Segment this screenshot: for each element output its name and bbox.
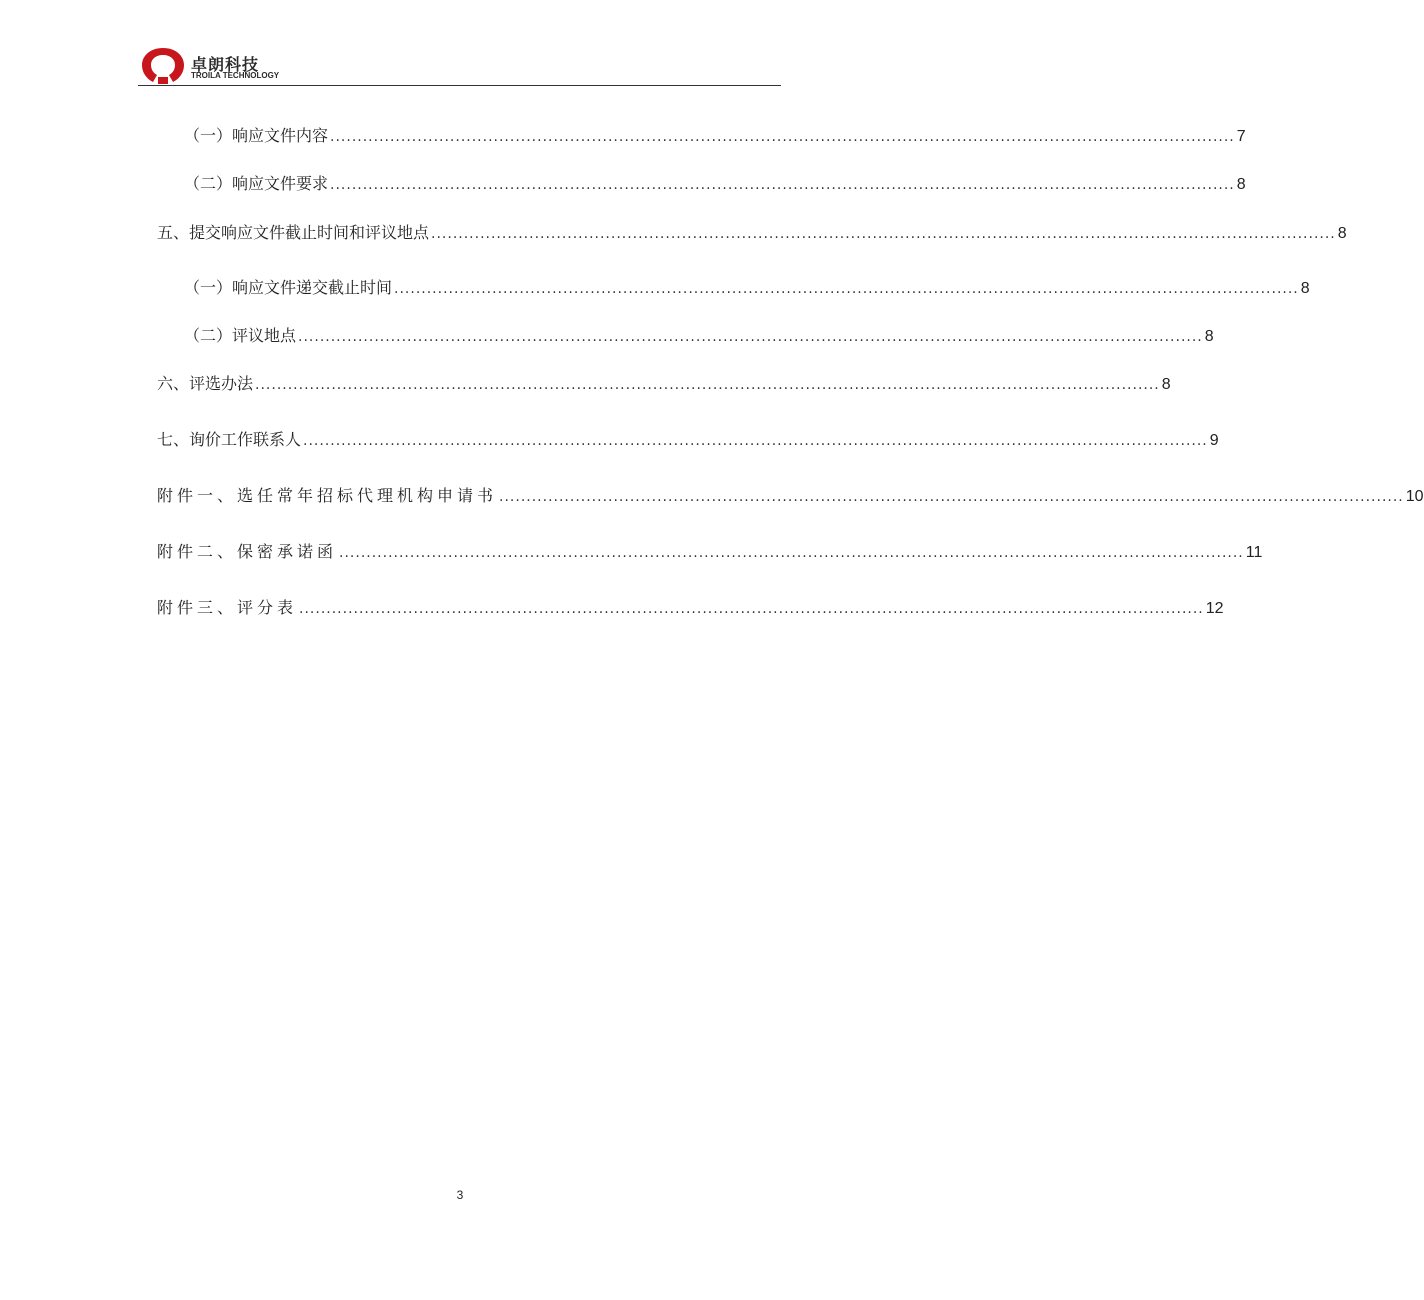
toc-entry-page: 8 xyxy=(1337,225,1347,242)
toc-entry-title: （一）响应文件递交截止时间 xyxy=(184,278,393,297)
toc-leader-dots: ...................................................................................................................................................................... xyxy=(299,601,1204,617)
toc-entry-title: （二）评议地点 xyxy=(184,326,297,345)
toc-entry[interactable] xyxy=(157,540,1263,564)
toc-leader-dots: ...................................................................................................................................................................... xyxy=(255,377,1160,393)
toc-entry-page: 11 xyxy=(1245,544,1263,561)
toc-leader-dots: ...................................................................................................................................................................... xyxy=(499,489,1404,505)
toc-entry-title: （一）响应文件内容 xyxy=(184,126,329,145)
logo-chinese-text: 卓朗科技 xyxy=(191,55,260,74)
toc-leader-dots: ...................................................................................................................................................................... xyxy=(303,433,1208,449)
toc-leader-dots: ...................................................................................................................................................................... xyxy=(431,226,1336,242)
toc-leader-dots: ...................................................................................................................................................................... xyxy=(298,329,1203,345)
toc-leader-dots: ...................................................................................................................................................................... xyxy=(330,129,1235,145)
toc-entry-page: 7 xyxy=(1236,128,1246,145)
logo-english-text: TROILA TECHNOLOGY xyxy=(191,71,280,80)
toc-entry-title: 五、提交响应文件截止时间和评议地点 xyxy=(157,223,430,242)
toc-entry-title: 附件三、评分表 xyxy=(157,598,298,617)
toc-entry[interactable] xyxy=(157,484,1424,508)
toc-entry-page: 8 xyxy=(1300,280,1310,297)
toc-entry-title: （二）响应文件要求 xyxy=(184,174,329,193)
toc-entry-title: 六、评选办法 xyxy=(157,374,254,393)
toc-entry-page: 10 xyxy=(1405,488,1424,505)
troila-logo-icon xyxy=(140,47,186,85)
toc-leader-dots: ...................................................................................................................................................................... xyxy=(394,281,1299,297)
toc-entry[interactable] xyxy=(157,428,1219,452)
toc-entry[interactable] xyxy=(184,276,1310,300)
toc-entry[interactable] xyxy=(157,596,1224,620)
toc-entry-page: 12 xyxy=(1205,600,1224,617)
toc-leader-dots: ...................................................................................................................................................................... xyxy=(330,177,1235,193)
toc-entry-page: 8 xyxy=(1204,328,1214,345)
toc-entry-page: 9 xyxy=(1209,432,1219,449)
toc-entry-page: 8 xyxy=(1161,376,1171,393)
toc-entry[interactable] xyxy=(157,221,1347,245)
toc-leader-dots: ...................................................................................................................................................................... xyxy=(339,545,1244,561)
toc-entry[interactable] xyxy=(184,172,1246,196)
toc-entry-title: 附件二、保密承诺函 xyxy=(157,542,338,561)
toc-entry-title: 七、询价工作联系人 xyxy=(157,430,302,449)
header-divider xyxy=(138,85,781,86)
page-header xyxy=(140,44,780,86)
company-logo xyxy=(140,44,300,86)
toc-entry-title: 附件一、选任常年招标代理机构申请书 xyxy=(157,486,498,505)
toc-entry[interactable] xyxy=(184,124,1246,148)
toc-entry[interactable] xyxy=(184,324,1214,348)
toc-entry-page: 8 xyxy=(1236,176,1246,193)
toc-entry[interactable] xyxy=(157,372,1171,396)
page-number: 3 xyxy=(456,1188,464,1202)
